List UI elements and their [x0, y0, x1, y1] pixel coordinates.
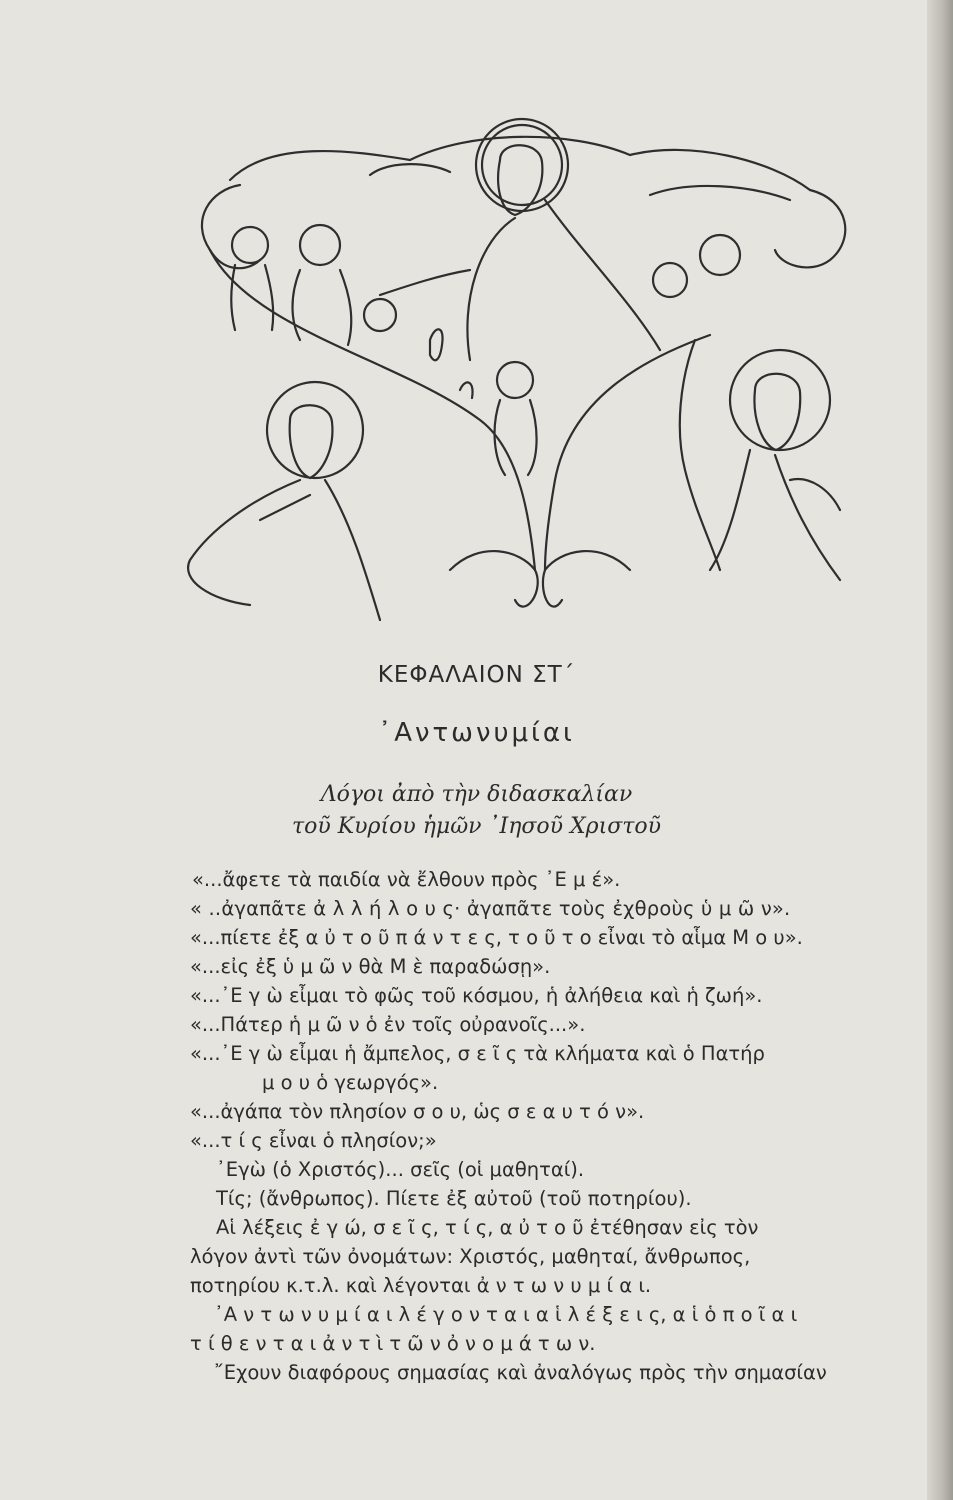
text-line: «...᾿Ε γ ὼ εἶμαι ἡ ἄμπελος, σ ε ῖ ς τὰ κλήματα καὶ ὁ Πατήρ: [190, 1042, 765, 1065]
text-line: «...ἀγάπα τὸν πλησίον σ ο υ, ὡς σ ε α υ τ ό ν».: [190, 1100, 645, 1123]
child-head: [497, 362, 533, 398]
child-head: [700, 235, 740, 275]
halo-center: [476, 119, 568, 211]
halo-right: [730, 350, 830, 450]
praying-hands: [430, 329, 443, 360]
text-line: «...εἰς ἐξ ὑ μ ῶ ν θὰ Μ ὲ παραδώσῃ».: [190, 955, 551, 978]
child-head: [364, 299, 396, 331]
vignette-curl: [450, 551, 538, 607]
subtitle-line-2: τοῦ Κυρίου ἡμῶν ᾿Ιησοῦ Χριστοῦ: [291, 814, 662, 839]
text-line: «...ἄφετε τὰ παιδία νὰ ἔλθουν πρὸς ᾿Ε μ έ».: [192, 868, 621, 891]
text-line: ῎Εχουν διαφόρους σημασίας καὶ ἀναλόγως πρὸς τὴν σημασίαν: [214, 1361, 827, 1384]
child-head: [300, 225, 340, 265]
text-line: ποτηρίου κ.τ.λ. καὶ λέγονται ἀ ν τ ω ν υ μ ί α ι.: [190, 1274, 652, 1297]
page-title: ᾿Αντωνυμίαι: [378, 718, 575, 748]
text-line: «...τ ί ς εἶναι ὁ πλησίον;»: [190, 1129, 437, 1152]
vignette-outline: [210, 250, 535, 570]
child-head: [232, 227, 268, 263]
chapter-heading: ΚΕΦΑΛΑΙΟΝ ΣΤ΄: [377, 662, 576, 688]
text-line: λόγον ἀντὶ τῶν ὀνομάτων: Χριστός, μαθηταί, ἄνθρωπος,: [190, 1245, 751, 1268]
religious-illustration: [150, 100, 870, 630]
cloud-line: [650, 186, 790, 200]
cloud-line: [370, 164, 450, 175]
text-line: Τίς; (ἄνθρωπος). Πίετε ἐξ αὐτοῦ (τοῦ ποτηρίου).: [216, 1187, 692, 1210]
right-apostle: [754, 374, 800, 450]
text-line: « ..ἀγαπᾶτε ἀ λ λ ή λ ο υ ς· ἀγαπᾶτε τοὺς ἐχθροὺς ὑ μ ῶ ν».: [190, 897, 791, 920]
child-head: [653, 263, 687, 297]
text-line: Αἱ λέξεις ἐ γ ώ, σ ε ῖ ς, τ ί ς, α ὐ τ ο ῦ ἐτέθησαν εἰς τὸν: [216, 1216, 759, 1239]
halo-left: [267, 382, 363, 478]
text-line: «...Πάτερ ἡ μ ῶ ν ὁ ἐν τοῖς οὐρανοῖς...».: [190, 1013, 586, 1036]
text-line: μ ο υ ὁ γεωργός».: [262, 1071, 439, 1094]
text-line: τ ί θ ε ν τ α ι ἀ ν τ ὶ τ ῶ ν ὀ ν ο μ ά τ ω ν.: [190, 1332, 596, 1355]
vignette-curl: [543, 551, 630, 607]
subtitle-line-1: Λόγοι ἀπὸ τὴν διδασκαλίαν: [320, 782, 633, 807]
page-edge-shadow: [927, 0, 953, 1500]
cloud-swirl: [775, 190, 845, 267]
text-line: «...᾿Ε γ ὼ εἶμαι τὸ φῶς τοῦ κόσμου, ἡ ἀλήθεια καὶ ἡ ζωή».: [190, 984, 763, 1007]
left-apostle: [290, 405, 333, 478]
text-line: ᾿Α ν τ ω ν υ μ ί α ι λ έ γ ο ν τ α ι α ἱ λ έ ξ ε ι ς, α ἱ ὁ π ο ῖ α ι: [214, 1303, 798, 1326]
text-line: ᾿Εγὼ (ὁ Χριστός)... σεῖς (οἱ μαθηταί).: [216, 1158, 585, 1181]
praying-hands: [460, 382, 473, 398]
text-line: «...πίετε ἐξ α ὐ τ ο ῦ π ά ν τ ε ς, τ ο ῦ τ ο εἶναι τὸ αἷμα Μ ο υ».: [190, 926, 803, 949]
